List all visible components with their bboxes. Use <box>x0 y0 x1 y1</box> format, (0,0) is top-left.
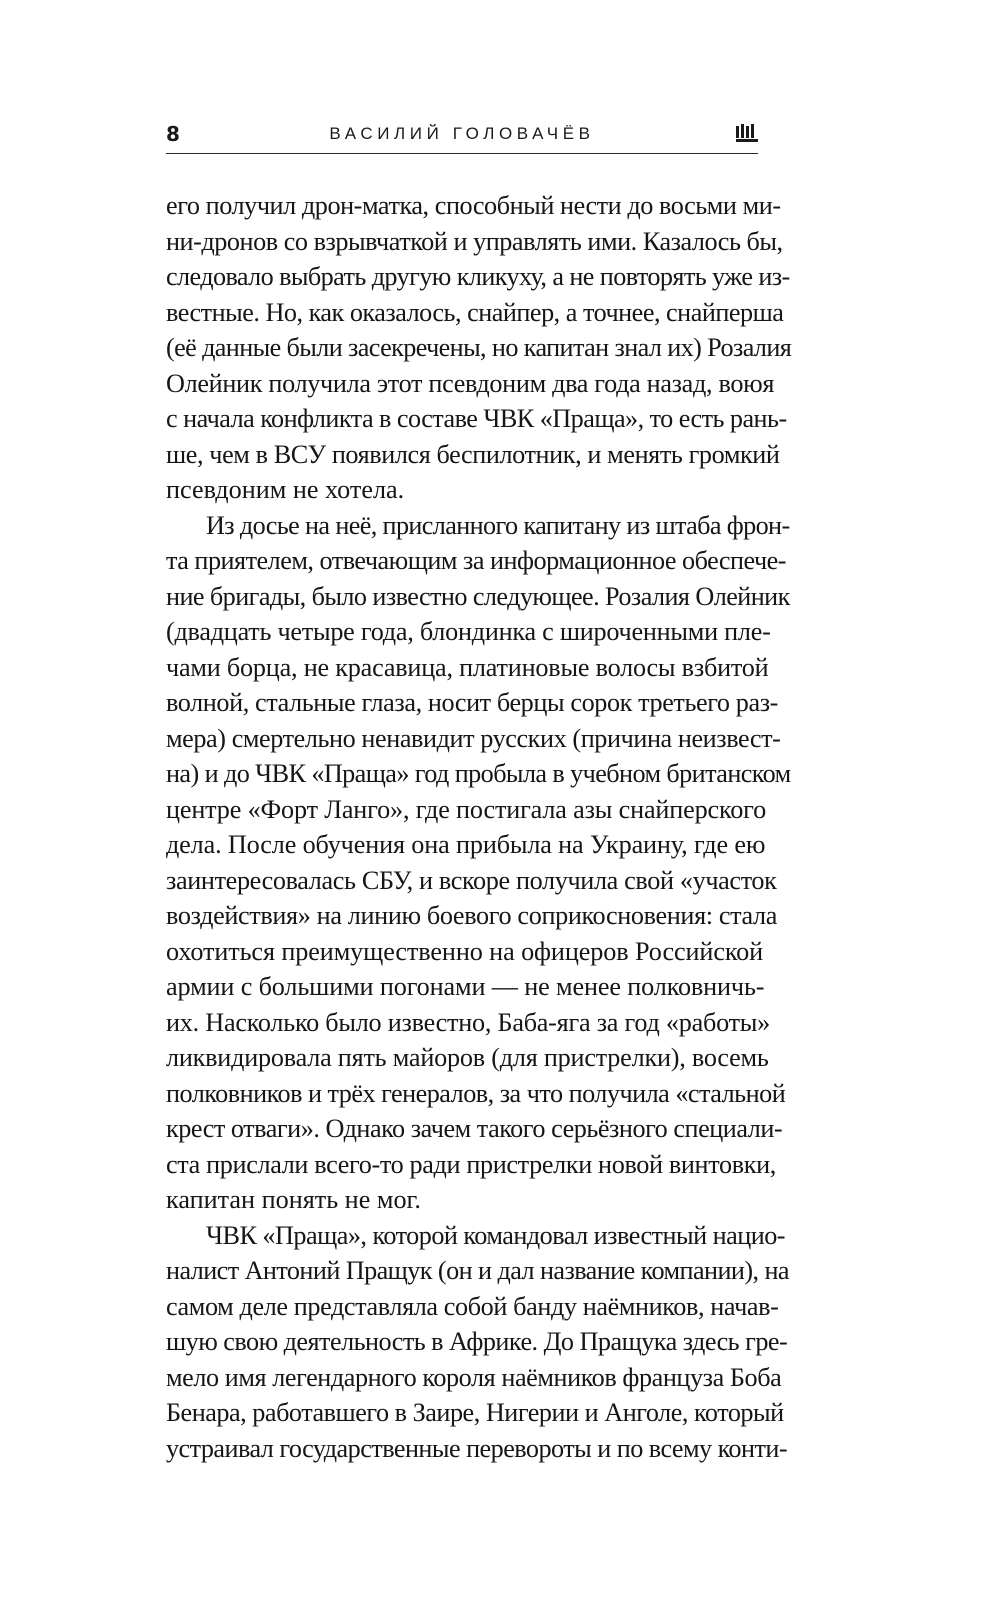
text-line: их. Насколько было известно, Баба-яга за год «работы» <box>166 1007 771 1037</box>
text-line: псевдоним не хотела. <box>166 475 405 504</box>
text-line: (её данные были засекречены, но капитан знал их) Розалия <box>166 333 792 362</box>
text-line: ни-дронов со взрывчаткой и управлять ими. Казалось бы, <box>166 226 783 256</box>
body-text <box>166 188 792 1466</box>
text-line: с начала конфликта в составе ЧВК «Праща», то есть рань- <box>166 404 787 433</box>
text-line: воздействия» на линию боевого соприкосновения: стала <box>166 901 778 930</box>
text-line: Олейник получила этот псевдоним два года назад, воюя <box>166 368 775 398</box>
text-line: Из досье на неё, присланного капитану из штаба фрон- <box>206 510 790 540</box>
text-line: мера) смертельно ненавидит русских (причина неизвест- <box>166 723 781 753</box>
text-line: его получил дрон-матка, способный нести до восьми ми- <box>166 191 781 220</box>
text-line: центре «Форт Ланго», где постигала азы снайперского <box>166 794 767 824</box>
text-line: (двадцать четыре года, блондинка с широченными пле- <box>166 617 771 646</box>
text-line: крест отваги». Однако зачем такого серьёзного специали- <box>166 1114 783 1143</box>
text-line: капитан понять не мог. <box>166 1185 421 1214</box>
text-line: заинтересовалась СБУ, и вскоре получила свой «участок <box>166 865 777 895</box>
text-line: ше, чем в ВСУ появился беспилотник, и менять громкий <box>166 439 780 469</box>
text-line: ние бригады, было известно следующее. Розалия Олейник <box>166 581 790 611</box>
text-line: налист Антоний Пращук (он и дал название компании), на <box>166 1256 789 1285</box>
text-line: армии с большими погонами — не менее полковничь- <box>166 972 765 1001</box>
paragraph-3 <box>166 1218 789 1467</box>
text-line: шую свою деятельность в Африке. До Пращука здесь гре- <box>166 1327 788 1356</box>
text-line: ликвидировала пять майоров (для пристрелки), восемь <box>166 1043 769 1072</box>
text-line: Бенара, работавшего в Заире, Нигерии и Анголе, который <box>166 1398 784 1427</box>
text-line: следовало выбрать другую кликуху, а не повторять уже из- <box>166 262 790 291</box>
publisher-logo-icon <box>736 124 758 144</box>
paragraph-2 <box>166 508 791 1218</box>
running-head-author: ВАСИЛИЙ ГОЛОВАЧЁВ <box>329 124 595 143</box>
text-line: на) и до ЧВК «Праща» год пробыла в учебном британском <box>166 759 791 788</box>
text-line: чами борца, не красавица, платиновые волосы взбитой <box>166 652 769 682</box>
text-line: волной, стальные глаза, носит берцы сорок третьего раз- <box>166 688 778 717</box>
text-line: та приятелем, отвечающим за информационное обеспече- <box>166 546 787 575</box>
text-line: самом деле представляла собой банду наёмников, начав- <box>166 1291 779 1321</box>
text-line: мело имя легендарного короля наёмников француза Боба <box>166 1362 782 1392</box>
text-line: полковников и трёх генералов, за что получила «стальной <box>166 1078 786 1108</box>
text-line: ста прислали всего-то ради пристрелки новой винтовки, <box>166 1149 776 1179</box>
text-line: устраивал государственные перевороты и по всему конти- <box>166 1433 788 1463</box>
page-number: 8 <box>166 122 181 146</box>
page-header <box>166 120 758 150</box>
paragraph-1 <box>166 188 792 508</box>
text-line: ЧВК «Праща», которой командовал известный нацио- <box>206 1220 785 1250</box>
text-line: вестные. Но, как оказалось, снайпер, а точнее, снайперша <box>166 297 784 327</box>
header-rule <box>166 153 758 154</box>
text-line: дела. После обучения она прибыла на Украину, где ею <box>166 830 766 859</box>
text-line: охотиться преимущественно на офицеров Российской <box>166 936 764 966</box>
